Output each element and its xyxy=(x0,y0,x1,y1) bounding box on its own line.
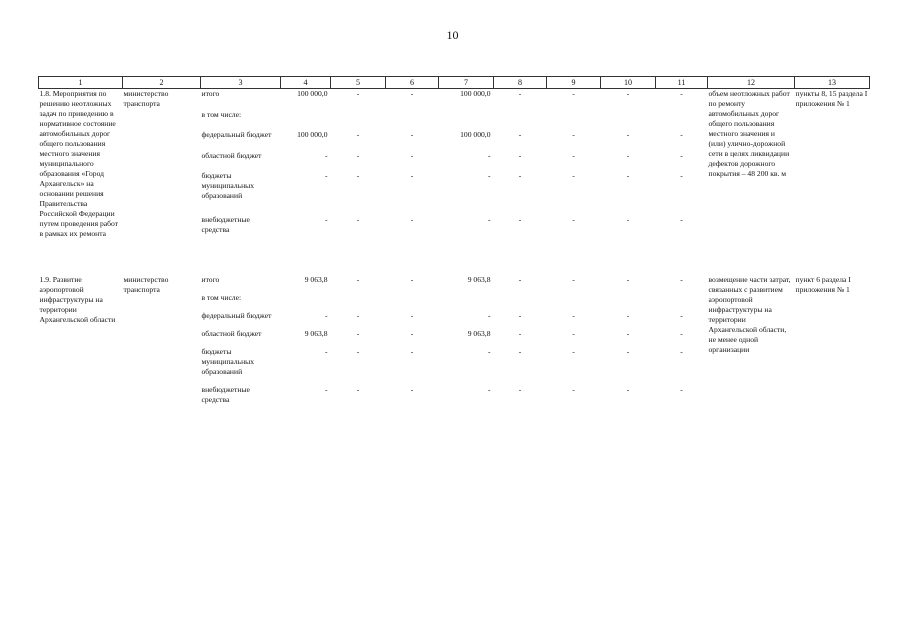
amount-cell: - xyxy=(518,89,522,98)
amount-cell: - xyxy=(680,329,683,338)
item-title: 1.9. Развитие аэропортовой инфраструктуры на территории Архангельской области xyxy=(39,275,116,324)
amount-cell xyxy=(386,110,439,131)
amount-cell: - xyxy=(626,347,630,356)
amount-cell: - xyxy=(487,214,491,224)
item-reference: пункт 6 раздела I приложения № 1 xyxy=(795,275,851,294)
amount-cell: - xyxy=(680,214,683,224)
amount-cell: - xyxy=(410,89,414,98)
funding-source: в том числе: xyxy=(201,109,242,119)
column-header: 7 xyxy=(439,77,494,89)
amount-cell: - xyxy=(626,130,630,140)
amount-cell: 100 000,0 xyxy=(297,130,328,140)
amount-cell: - xyxy=(487,347,491,356)
page-number: 10 xyxy=(446,28,459,42)
amount-cell xyxy=(331,293,386,311)
amount-cell xyxy=(281,293,331,311)
amount-cell: - xyxy=(572,89,575,98)
amount-cell: - xyxy=(324,150,328,160)
amount-cell: 9 063,8 xyxy=(467,275,491,284)
amount-cell: - xyxy=(518,130,522,140)
amount-cell: - xyxy=(572,311,575,320)
column-header: 3 xyxy=(201,77,281,89)
amount-cell: - xyxy=(410,275,414,284)
amount-cell: - xyxy=(680,311,683,320)
amount-cell: - xyxy=(518,214,522,224)
amount-cell: - xyxy=(324,385,328,394)
amount-cell: - xyxy=(356,214,360,224)
amount-cell: - xyxy=(487,311,491,320)
amount-cell: - xyxy=(356,311,360,320)
column-header: 11 xyxy=(656,77,708,89)
table-row xyxy=(39,275,870,293)
amount-cell: - xyxy=(487,150,491,160)
funding-source: федеральный бюджет xyxy=(201,130,272,140)
amount-cell: - xyxy=(626,214,630,224)
amount-cell: - xyxy=(572,214,575,224)
column-header: 4 xyxy=(281,77,331,89)
amount-cell: - xyxy=(518,150,522,160)
item-executor: министерство транспорта xyxy=(123,89,169,108)
funding-source: внебюджетные средства xyxy=(201,214,250,234)
amount-cell xyxy=(439,110,494,131)
amount-cell: - xyxy=(572,347,575,356)
amount-cell: - xyxy=(410,130,414,140)
column-header: 6 xyxy=(386,77,439,89)
column-header: 12 xyxy=(708,77,795,89)
amount-cell: - xyxy=(410,171,414,181)
amount-cell: - xyxy=(572,275,575,284)
column-header: 10 xyxy=(601,77,656,89)
funding-source: итого xyxy=(201,275,220,284)
amount-cell: - xyxy=(626,275,630,284)
amount-cell: - xyxy=(356,130,360,140)
amount-cell: - xyxy=(626,385,630,394)
funding-source: внебюджетные средства xyxy=(201,385,250,404)
column-header: 1 xyxy=(39,77,123,89)
amount-cell: - xyxy=(410,385,414,394)
amount-cell: - xyxy=(356,171,360,181)
amount-cell: - xyxy=(626,150,630,160)
amount-cell: - xyxy=(518,347,522,356)
funding-source: федеральный бюджет xyxy=(201,311,272,320)
amount-cell xyxy=(601,110,656,131)
amount-cell: - xyxy=(680,89,683,98)
column-header: 2 xyxy=(123,77,201,89)
amount-cell: - xyxy=(356,347,360,356)
amount-cell: - xyxy=(518,385,522,394)
amount-cell xyxy=(547,110,601,131)
column-header: 8 xyxy=(494,77,547,89)
amount-cell: - xyxy=(324,311,328,320)
amount-cell: - xyxy=(410,150,414,160)
amount-cell: - xyxy=(410,214,414,224)
program-table xyxy=(38,76,870,413)
amount-cell xyxy=(331,110,386,131)
amount-cell: - xyxy=(626,311,630,320)
amount-cell: - xyxy=(572,130,575,140)
amount-cell xyxy=(547,293,601,311)
amount-cell xyxy=(494,293,547,311)
amount-cell: - xyxy=(518,275,522,284)
amount-cell xyxy=(386,293,439,311)
amount-cell: - xyxy=(680,385,683,394)
amount-cell xyxy=(281,110,331,131)
column-header: 13 xyxy=(795,77,870,89)
amount-cell: - xyxy=(572,171,575,181)
item-reference: пункты 8, 15 раздела I приложения № 1 xyxy=(795,89,868,108)
amount-cell: 100 000,0 xyxy=(460,89,491,98)
amount-cell xyxy=(656,110,708,131)
amount-cell: - xyxy=(324,347,328,356)
amount-cell: - xyxy=(518,329,522,338)
amount-cell: - xyxy=(626,89,630,98)
header-row xyxy=(39,77,870,89)
amount-cell: - xyxy=(356,275,360,284)
amount-cell: - xyxy=(518,311,522,320)
amount-cell: - xyxy=(518,171,522,181)
amount-cell: 9 063,8 xyxy=(304,329,328,338)
amount-cell: - xyxy=(626,329,630,338)
amount-cell: - xyxy=(626,171,630,181)
funding-source: бюджеты муниципальных образований xyxy=(201,347,255,376)
spacer-row xyxy=(39,247,870,275)
amount-cell: - xyxy=(680,171,683,181)
amount-cell: - xyxy=(680,347,683,356)
funding-source: в том числе: xyxy=(201,293,242,302)
amount-cell: - xyxy=(572,329,575,338)
amount-cell: - xyxy=(410,329,414,338)
amount-cell: - xyxy=(572,385,575,394)
column-header: 5 xyxy=(331,77,386,89)
amount-cell xyxy=(439,293,494,311)
item-executor: министерство транспорта xyxy=(123,275,169,294)
amount-cell: - xyxy=(324,214,328,224)
item-result: объем неотложных работ по ремонту автомобильных дорог общего пользования местного значения и (или) улично-дорожной сети в целях ликвидации дефектов дорожного покрытия – 48 200 кв. м xyxy=(708,89,790,178)
amount-cell: - xyxy=(356,89,360,98)
item-title: 1.8. Мероприятия по решению неотложных задач по приведению в нормативное состояние автомобильных дорог общего пользования местного значения муниципального образования «Город Архангельск» на основании решения Правительства Российской Федерации путем проведения работ в рамках их ремонта xyxy=(39,89,119,238)
column-header: 9 xyxy=(547,77,601,89)
amount-cell: - xyxy=(324,171,328,181)
amount-cell: 9 063,8 xyxy=(467,329,491,338)
amount-cell: 100 000,0 xyxy=(297,89,328,98)
amount-cell xyxy=(494,110,547,131)
amount-cell: - xyxy=(680,130,683,140)
funding-source: областной бюджет xyxy=(201,150,262,160)
amount-cell xyxy=(601,293,656,311)
amount-cell: - xyxy=(572,150,575,160)
amount-cell: - xyxy=(680,275,683,284)
amount-cell: 9 063,8 xyxy=(304,275,328,284)
table-row xyxy=(39,89,870,110)
funding-source: областной бюджет xyxy=(201,329,262,338)
amount-cell: - xyxy=(356,150,360,160)
amount-cell: - xyxy=(680,150,683,160)
amount-cell: - xyxy=(410,311,414,320)
amount-cell: - xyxy=(410,347,414,356)
item-result: возмещение части затрат, связанных с развитием аэропортовой инфраструктуры на территории Архангельской области, не менее одной организации xyxy=(708,275,791,354)
amount-cell xyxy=(656,293,708,311)
amount-cell: - xyxy=(356,329,360,338)
amount-cell: - xyxy=(487,171,491,181)
amount-cell: 100 000,0 xyxy=(460,130,491,140)
amount-cell: - xyxy=(356,385,360,394)
amount-cell: - xyxy=(487,385,491,394)
funding-source: бюджеты муниципальных образований xyxy=(201,171,255,201)
funding-source: итого xyxy=(201,89,220,98)
